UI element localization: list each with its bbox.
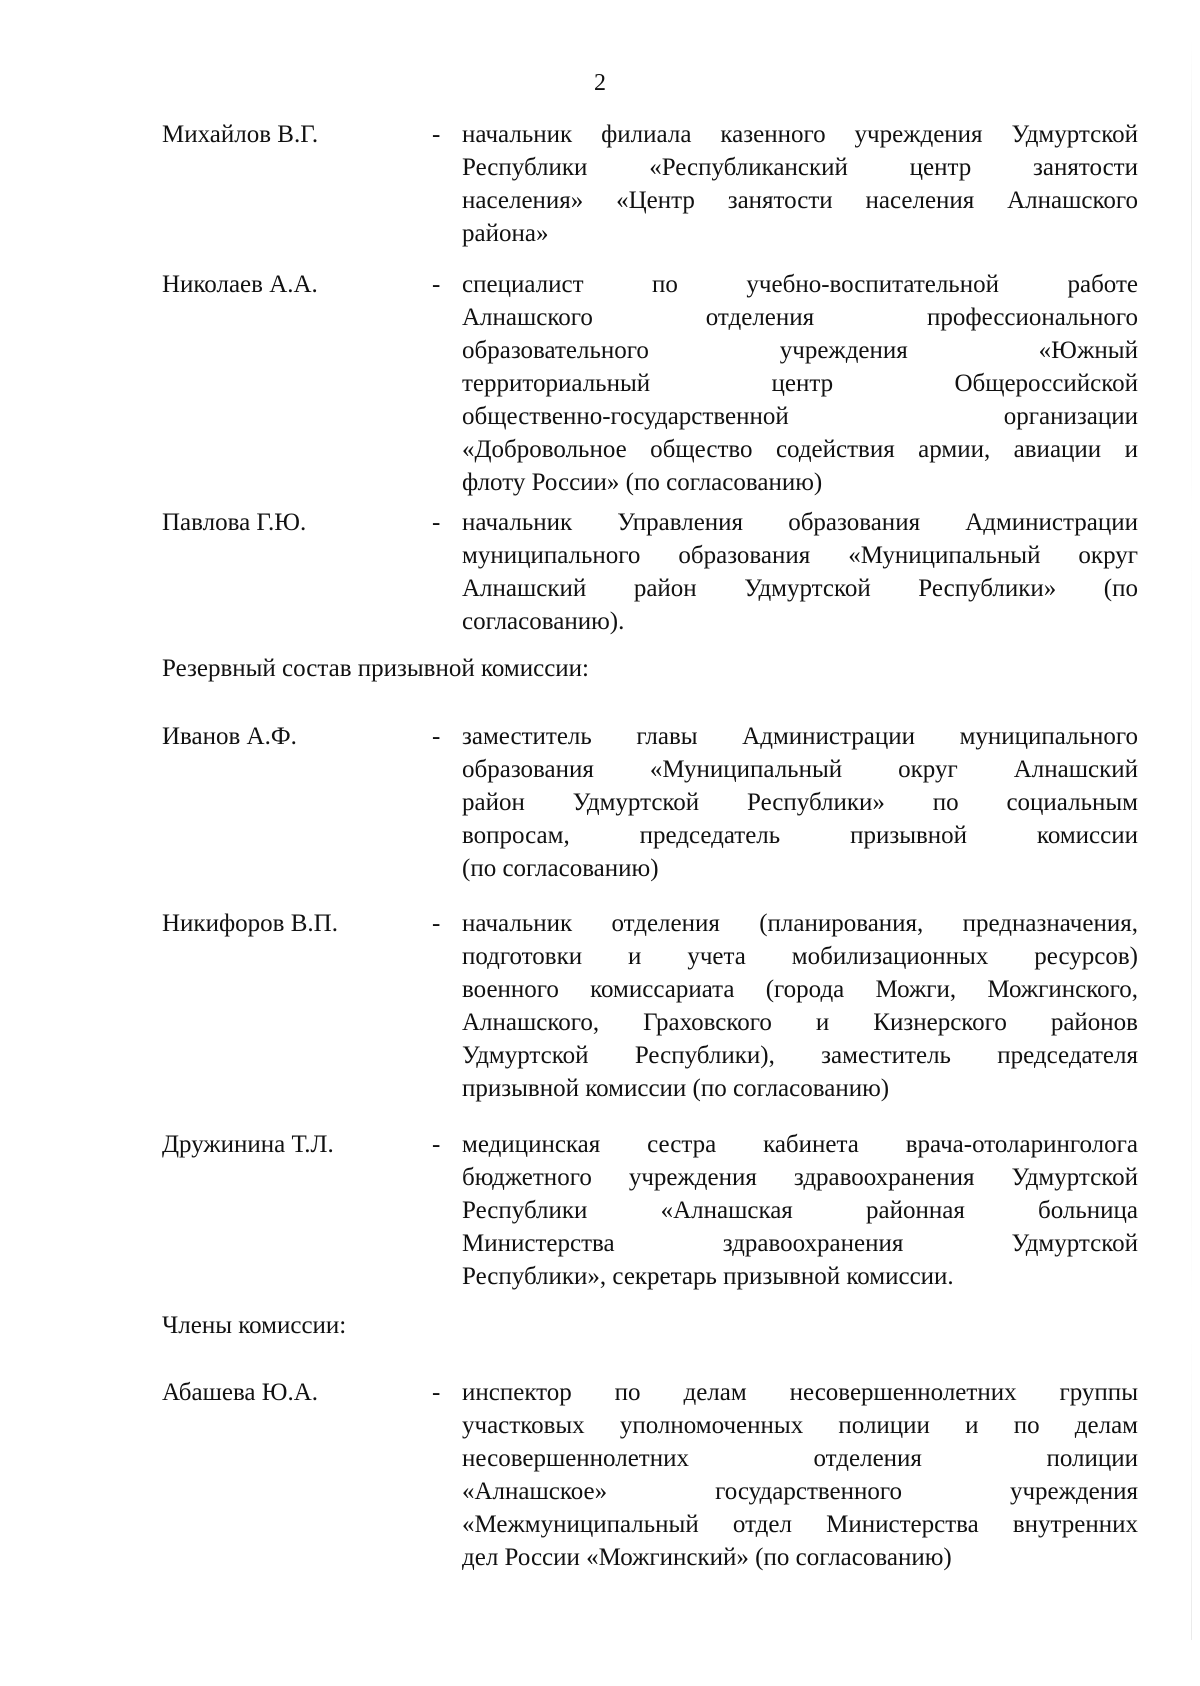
position-line: заместитель главы Администрации муниципального bbox=[462, 723, 1138, 750]
position-line: район Удмуртской Республики» по социальным bbox=[462, 789, 1138, 816]
member-name: Павлова Г.Ю. bbox=[162, 509, 307, 536]
position-line: дел России «Можгинский» (по согласованию) bbox=[462, 1544, 952, 1571]
position-line: Алнашского, Граховского и Кизнерского районов bbox=[462, 1009, 1138, 1036]
members-section-heading: Члены комиссии: bbox=[162, 1312, 347, 1339]
position-line: медицинская сестра кабинета врача-отоларинголога bbox=[462, 1131, 1138, 1158]
entry-dash: - bbox=[432, 271, 441, 298]
position-line: согласованию). bbox=[462, 608, 625, 635]
position-line: «Добровольное общество содействия армии, авиации и bbox=[462, 436, 1138, 463]
position-line: «Алнашское» государственного учреждения bbox=[462, 1478, 1138, 1505]
member-position bbox=[462, 1128, 1138, 1293]
member-position bbox=[462, 907, 1138, 1105]
entry-dash: - bbox=[432, 1131, 441, 1158]
member-position bbox=[462, 1376, 1138, 1574]
member-name: Иванов А.Ф. bbox=[162, 723, 297, 750]
member-position bbox=[462, 118, 1138, 250]
position-line: военного комиссариата (города Можги, Можгинского, bbox=[462, 976, 1138, 1003]
scan-edge-shadow bbox=[1191, 40, 1192, 1640]
reserve-section-heading: Резервный состав призывной комиссии: bbox=[162, 655, 589, 682]
member-name: Михайлов В.Г. bbox=[162, 121, 319, 148]
position-line: несовершеннолетних отделения полиции bbox=[462, 1445, 1138, 1472]
position-line: Алнашский район Удмуртской Республики» (по bbox=[462, 575, 1138, 602]
position-line: Республики», секретарь призывной комиссии. bbox=[462, 1263, 954, 1290]
position-line: Республики «Республиканский центр занятости bbox=[462, 154, 1138, 181]
position-line: Министерства здравоохранения Удмуртской bbox=[462, 1230, 1138, 1257]
position-line: (по согласованию) bbox=[462, 855, 659, 882]
position-line: начальник филиала казенного учреждения Удмуртской bbox=[462, 121, 1138, 148]
position-line: специалист по учебно-воспитательной работе bbox=[462, 271, 1138, 298]
position-line: вопросам, председатель призывной комиссии bbox=[462, 822, 1138, 849]
member-position bbox=[462, 268, 1138, 499]
position-line: населения» «Центр занятости населения Алнашского bbox=[462, 187, 1138, 214]
position-line: общественно-государственной организации bbox=[462, 403, 1138, 430]
page-number: 2 bbox=[594, 70, 606, 96]
position-line: территориальный центр Общероссийской bbox=[462, 370, 1138, 397]
position-line: бюджетного учреждения здравоохранения Удмуртской bbox=[462, 1164, 1138, 1191]
position-line: подготовки и учета мобилизационных ресурсов) bbox=[462, 943, 1138, 970]
entry-dash: - bbox=[432, 723, 441, 750]
position-line: инспектор по делам несовершеннолетних группы bbox=[462, 1379, 1138, 1406]
position-line: Алнашского отделения профессионального bbox=[462, 304, 1138, 331]
position-line: флоту России» (по согласованию) bbox=[462, 469, 823, 496]
position-line: призывной комиссии (по согласованию) bbox=[462, 1075, 890, 1102]
member-name: Никифоров В.П. bbox=[162, 910, 338, 937]
position-line: Республики «Алнашская районная больница bbox=[462, 1197, 1138, 1224]
position-line: образования «Муниципальный округ Алнашский bbox=[462, 756, 1138, 783]
position-line: начальник отделения (планирования, предназначения, bbox=[462, 910, 1138, 937]
entry-dash: - bbox=[432, 121, 441, 148]
entry-dash: - bbox=[432, 1379, 441, 1406]
member-position bbox=[462, 720, 1138, 885]
position-line: Удмуртской Республики), заместитель председателя bbox=[462, 1042, 1138, 1069]
position-line: начальник Управления образования Администрации bbox=[462, 509, 1138, 536]
member-name: Николаев А.А. bbox=[162, 271, 318, 298]
position-line: «Межмуниципальный отдел Министерства внутренних bbox=[462, 1511, 1138, 1538]
member-name: Абашева Ю.А. bbox=[162, 1379, 319, 1406]
member-position bbox=[462, 506, 1138, 638]
position-line: муниципального образования «Муниципальный округ bbox=[462, 542, 1138, 569]
position-line: участковых уполномоченных полиции и по делам bbox=[462, 1412, 1138, 1439]
entry-dash: - bbox=[432, 910, 441, 937]
position-line: района» bbox=[462, 220, 549, 247]
entry-dash: - bbox=[432, 509, 441, 536]
member-name: Дружинина Т.Л. bbox=[162, 1131, 334, 1158]
position-line: образовательного учреждения «Южный bbox=[462, 337, 1138, 364]
